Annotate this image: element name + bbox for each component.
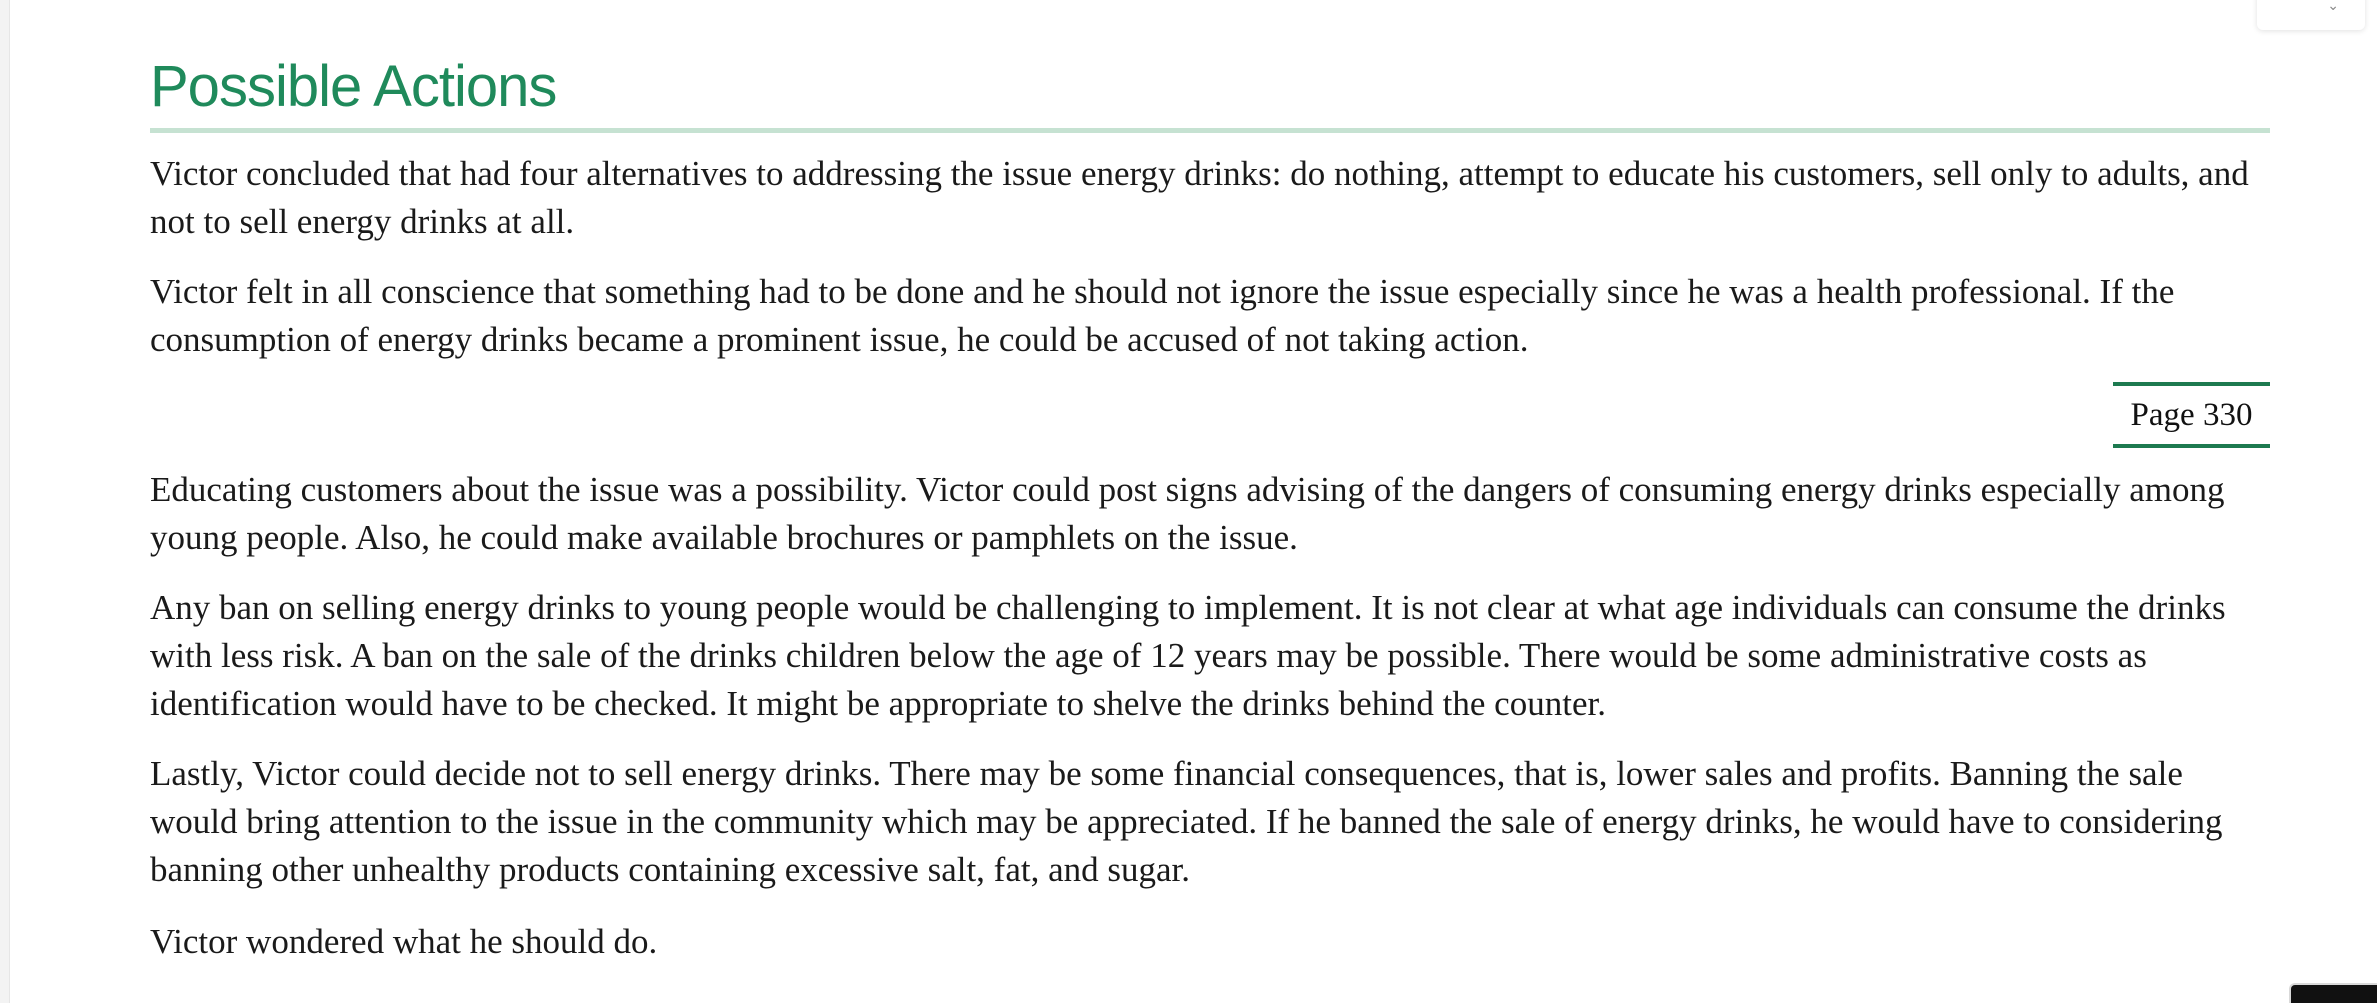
paragraph-lastly: Lastly, Victor could decide not to sell energy drinks. There may be some financial consequences, that is, lower sales and profits. Banning the sale would bring attention to the issue in the community which may be appreciated. If he banned the sale of energy drinks, he would have to considering banning other unhealthy products containing excessive salt, fat, and sugar.: [150, 754, 2223, 889]
paragraph-ban: Any ban on selling energy drinks to young people would be challenging to implement. It is not clear at what age individuals can consume the drinks with less risk. A ban on the sale of the drinks children below the age of 12 years may be possible. There would be some administrative costs as identification would have to be checked. It might be appropriate to shelve the drinks behind the counter.: [150, 588, 2226, 723]
section-heading: Possible Actions: [150, 54, 557, 119]
paragraph-alternatives: Victor concluded that had four alternatives to addressing the issue energy drinks: do nothing, attempt to educate his customers, sell only to adults, and not to sell energy drinks at all.: [150, 154, 2249, 241]
document-body: [150, 0, 2270, 966]
page-thumbnail-preview[interactable]: [2289, 983, 2377, 1003]
paragraph-wondered: Victor wondered what he should do.: [150, 922, 658, 961]
paragraph-educating: Educating customers about the issue was a possibility. Victor could post signs advising of the dangers of consuming energy drinks especially among young people. Also, he could make available brochures or pamphlets on the issue.: [150, 470, 2225, 557]
chevron-icon: ⌄: [2327, 0, 2339, 14]
heading-underline: [150, 128, 2270, 133]
page-break-row: [150, 382, 2270, 446]
left-edge-rule: [0, 0, 10, 1003]
paragraph-conscience: Victor felt in all conscience that something had to be done and he should not ignore the issue especially since he was a health professional. If the consumption of energy drinks became a prominent issue, he could be accused of not taking action.: [150, 272, 2175, 359]
top-right-tab-button[interactable]: [2257, 0, 2365, 30]
page-number-marker: Page 330: [2113, 382, 2270, 448]
